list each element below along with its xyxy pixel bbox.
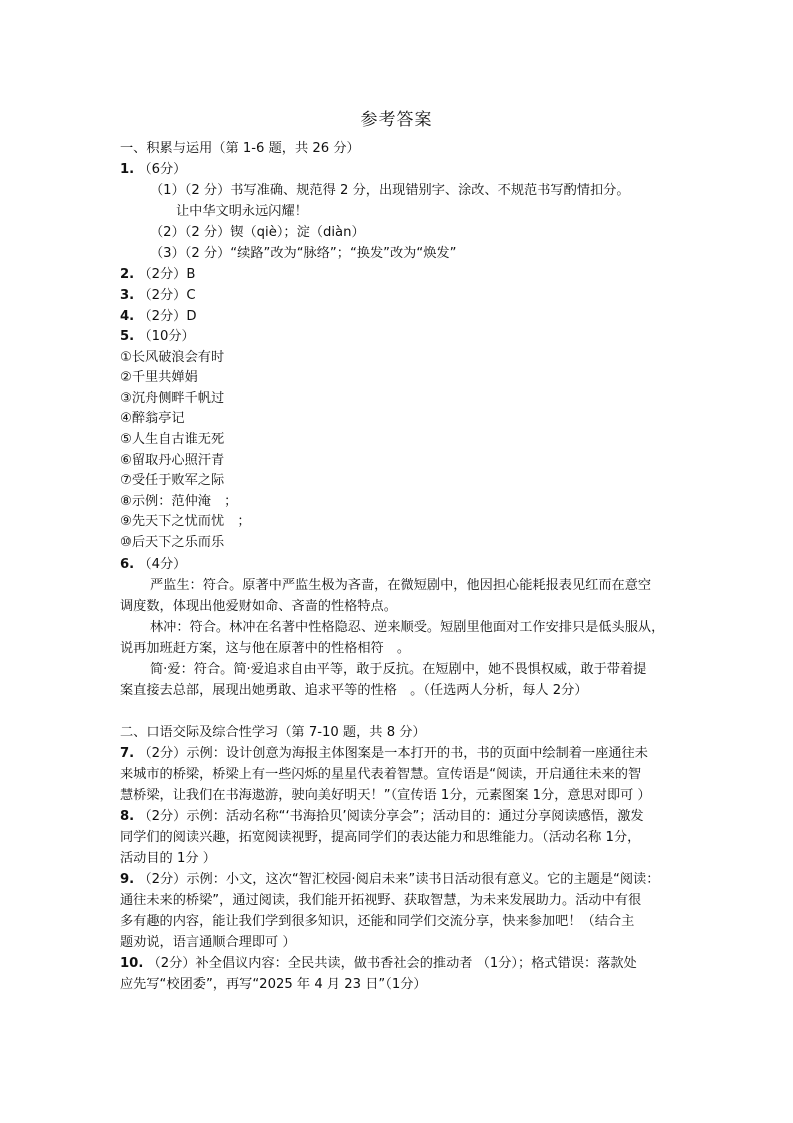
q4-text: （2分）D (138, 309, 197, 324)
q5-item: ⑧示例：范仲淹 ； (120, 494, 238, 509)
q8-text: （2分）示例：活动名称“‘书海拾贝’阅读分享会”；活动目的：通过分享阅读感悟，激发 (138, 809, 644, 824)
section2-heading: 二、口语交际及综合性学习（第 7-10 题，共 8 分） (120, 725, 426, 740)
q3-label: 3. (120, 288, 135, 303)
q3-line (120, 286, 690, 306)
q10-text: （2分）补全倡议内容：全民共读，做书香社会的推动者 （1分）；格式错误：落款处 (147, 956, 637, 971)
q1-line (120, 160, 690, 180)
q1-score: （6分） (138, 162, 187, 177)
q2-line (120, 265, 690, 285)
q6-line (120, 555, 690, 575)
section1-heading: 一、积累与运用（第 1-6 题，共 26 分） (120, 141, 360, 156)
q1-sub1: （1）（2 分）书写准确、规范得 2 分，出现错别字、涂改、不规范书写酌情扣分。 (150, 183, 630, 198)
q9-text: 题劝说，语言通顺合理即可 ） (120, 935, 296, 950)
q9-text: （2分）示例：小文，这次“智汇校园·阅启未来”读书日活动很有意义。它的主题是“阅读： (138, 872, 660, 887)
q6-paragraph: 说再加班赶方案，这与他在原著中的性格相符 。 (120, 641, 411, 656)
q2-label: 2. (120, 267, 135, 282)
q7-text: （2分）示例：设计创意为海报主体图案是一本打开的书，书的页面中绘制着一座通往未 (138, 746, 648, 761)
q5-item: ③沉舟侧畔千帆过 (120, 391, 225, 406)
q5-item: ⑦受任于败军之际 (120, 473, 225, 488)
q6-paragraph: 简·爱：符合。简·爱追求自由平等，敢于反抗。在短剧中，她不畏惧权威，敢于带着提 (150, 662, 647, 677)
q9-line (120, 870, 690, 890)
q10-label: 10. (120, 956, 144, 971)
q5-item: ⑥留取丹心照汗青 (120, 453, 225, 468)
q5-label: 5. (120, 329, 135, 344)
q5-item: ⑨先天下之忧而忧 ； (120, 514, 251, 529)
q5-item: ②千里共婵娟 (120, 370, 198, 385)
q6-paragraph: 严监生：符合。原著中严监生极为吝啬，在微短剧中，他因担心能耗报表见红而在意空 (150, 578, 652, 593)
q5-item: ⑩后天下之乐而乐 (120, 535, 225, 550)
q9-text: 多有趣的内容，能让我们学到很多知识，还能和同学们交流分享，快来参加吧！（结合主 (120, 914, 635, 929)
q7-text: 慧桥梁，让我们在书海遨游，驶向美好明天！”（宣传语 1分，元素图案 1分，意思对即可 ） (120, 788, 651, 803)
q8-label: 8. (120, 809, 135, 824)
q6-paragraph: 调度数，体现出他爱财如命、吝啬的性格特点。 (120, 599, 397, 614)
q6-label: 6. (120, 557, 135, 572)
q8-text: 活动目的 1分 ） (120, 851, 216, 866)
q5-item: ①长风破浪会有时 (120, 350, 225, 365)
q4-label: 4. (120, 309, 135, 324)
q1-label: 1. (120, 162, 135, 177)
q2-text: （2分）B (138, 267, 196, 282)
q10-text: 应先写“校团委”，再写“2025 年 4 月 23 日”（1分） (120, 977, 427, 992)
q5-item: ⑤人生自古谁无死 (120, 432, 225, 447)
page-title: 参考答案 (360, 110, 433, 130)
q1-sub2: （2）（2 分）锲（qiè）；淀（diàn） (150, 225, 365, 240)
q4-line (120, 307, 690, 327)
q1-sub3: （3）（2 分）“续路”改为“脉络”；“换发”改为“焕发” (150, 246, 457, 261)
q8-line (120, 807, 690, 827)
q9-label: 9. (120, 872, 135, 887)
q1-sub1-text: 让中华文明永远闪耀！ (176, 204, 308, 219)
q5-score: （10分） (138, 329, 195, 344)
q6-paragraph: 林冲：符合。林冲在名著中性格隐忍、逆来顺受。短剧里他面对工作安排只是低头服从， (150, 620, 665, 635)
q3-text: （2分）C (138, 288, 196, 303)
q9-text: 通往未来的桥梁”，通过阅读，我们能开拓视野、获取智慧，为未来发展助力。活动中有很 (120, 893, 642, 908)
q7-text: 来城市的桥梁，桥梁上有一些闪烁的星星代表着智慧。宣传语是“阅读，开启通往未来的智 (120, 767, 642, 782)
q10-line (120, 954, 690, 974)
q7-label: 7. (120, 746, 135, 761)
q8-text: 同学们的阅读兴趣，拓宽阅读视野，提高同学们的表达能力和思维能力。（活动名称 1分， (120, 830, 641, 845)
q7-line (120, 744, 690, 764)
q5-line (120, 327, 690, 347)
q6-paragraph: 案直接去总部，展现出她勇敢、追求平等的性格 。（任选两人分析，每人 2分） (120, 683, 588, 698)
q6-score: （4分） (138, 557, 187, 572)
q5-item: ④醉翁亭记 (120, 411, 185, 426)
